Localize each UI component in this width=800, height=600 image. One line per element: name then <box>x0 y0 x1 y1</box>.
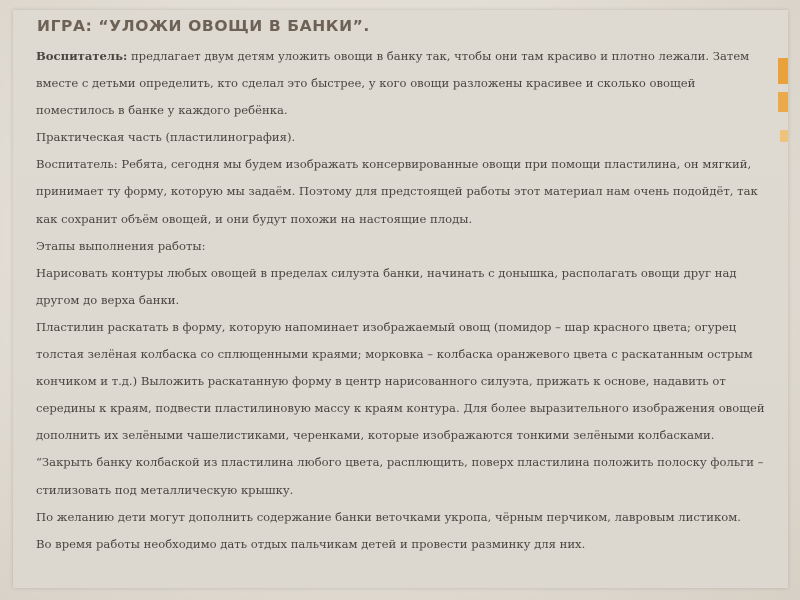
text-line: кончиком и т.д.) Выложить раскатанную форму в центр нарисованного силуэта, прижать к основе, надавить от <box>36 374 726 389</box>
speaker-label: Воспитатель: <box>36 49 128 63</box>
text-line: толстая зелёная колбаска со сплющенными краями; морковка – колбаска оранжевого цвета с раскатанным острым <box>36 347 753 362</box>
text-line: стилизовать под металлическую крышку. <box>36 482 294 497</box>
text-line: принимает ту форму, которую мы задаём. Поэтому для предстоящей работы этот материал нам очень подойдёт, так <box>36 184 758 199</box>
accent-bar <box>780 130 788 142</box>
line-text: предлагает двум детям уложить овощи в банку так, чтобы они там красиво и плотно лежали. Затем <box>127 49 750 63</box>
text-line: дополнить их зелёными чашелистиками, черенками, которые изображаются тонкими зелёными колбасками. <box>36 428 715 443</box>
text-line: “Закрыть банку колбаской из пластилина любого цвета, расплющить, поверх пластилина положить полоску фольги – <box>36 455 764 470</box>
slide-title: ИГРА: “УЛОЖИ ОВОЩИ В БАНКИ”. <box>37 17 370 35</box>
text-line: По желанию дети могут дополнить содержание банки веточками укропа, чёрным перчиком, лавровым листиком. <box>36 509 741 524</box>
text-line: другом до верха банки. <box>36 292 180 307</box>
text-line: Нарисовать контуры любых овощей в пределах силуэта банки, начинать с донышка, располагать овощи друг над <box>36 265 737 280</box>
text-line: середины к краям, подвести пластилиновую массу к краям контура. Для более выразительного изображения овощей <box>36 401 765 416</box>
text-line: Во время работы необходимо дать отдых пальчикам детей и провести разминку для них. <box>36 536 586 551</box>
text-line: Этапы выполнения работы: <box>36 238 206 253</box>
text-line: как сохранит объём овощей, и они будут похожи на настоящие плоды. <box>36 211 473 226</box>
text-line <box>36 43 750 70</box>
accent-bar <box>778 58 788 84</box>
slide-body <box>36 43 765 558</box>
text-line: Практическая часть (пластилинография). <box>36 130 296 145</box>
text-line: Воспитатель: Ребята, сегодня мы будем изображать консервированные овощи при помощи пластилина, он мягкий, <box>36 157 752 172</box>
text-line: Пластилин раскатать в форму, которую напоминает изображаемый овощ (помидор – шар красного цвета; огурец <box>36 319 737 334</box>
accent-bar <box>778 92 788 112</box>
text-line: поместилось в банке у каждого ребёнка. <box>36 103 288 118</box>
text-line: вместе с детьми определить, кто сделал это быстрее, у кого овощи разложены красивее и сколько овощей <box>36 76 696 91</box>
